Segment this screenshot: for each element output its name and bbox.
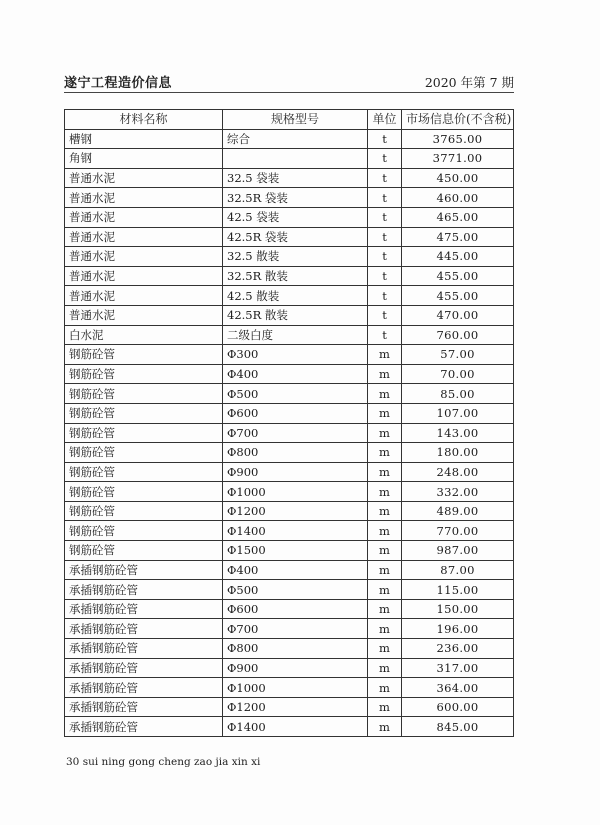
cell-material-name: 钢筋砼管 [65, 482, 223, 502]
table-row [65, 462, 514, 482]
cell-spec: Φ1400 [223, 717, 368, 737]
cell-price: 57.00 [402, 345, 514, 365]
cell-material-name: 普通水泥 [65, 207, 223, 227]
cell-spec: Φ900 [223, 462, 368, 482]
cell-price: 3765.00 [402, 129, 514, 149]
table-row [65, 619, 514, 639]
cell-price: 600.00 [402, 697, 514, 717]
table-row [65, 384, 514, 404]
table-row [65, 560, 514, 580]
cell-price: 770.00 [402, 521, 514, 541]
table-row [65, 501, 514, 521]
cell-material-name: 普通水泥 [65, 168, 223, 188]
cell-price: 332.00 [402, 482, 514, 502]
table-row [65, 639, 514, 659]
cell-spec [223, 149, 368, 169]
cell-material-name: 钢筋砼管 [65, 423, 223, 443]
cell-price: 115.00 [402, 580, 514, 600]
table-row [65, 717, 514, 737]
cell-price: 248.00 [402, 462, 514, 482]
cell-spec: Φ600 [223, 403, 368, 423]
cell-price: 987.00 [402, 541, 514, 561]
table-row [65, 678, 514, 698]
cell-price: 845.00 [402, 717, 514, 737]
column-header-material-name: 材料名称 [65, 110, 223, 130]
cell-material-name: 普通水泥 [65, 188, 223, 208]
cell-price: 70.00 [402, 364, 514, 384]
cell-material-name: 承插钢筋砼管 [65, 697, 223, 717]
cell-material-name: 钢筋砼管 [65, 501, 223, 521]
cell-spec: Φ800 [223, 443, 368, 463]
cell-spec: Φ600 [223, 599, 368, 619]
cell-spec: Φ800 [223, 639, 368, 659]
table-row [65, 149, 514, 169]
cell-unit: m [368, 482, 402, 502]
table-row [65, 443, 514, 463]
table-row [65, 325, 514, 345]
table-row [65, 207, 514, 227]
cell-price: 3771.00 [402, 149, 514, 169]
cell-spec: Φ300 [223, 345, 368, 365]
cell-unit: t [368, 207, 402, 227]
cell-price: 196.00 [402, 619, 514, 639]
cell-spec: 32.5R 袋装 [223, 188, 368, 208]
cell-spec: Φ700 [223, 619, 368, 639]
cell-material-name: 普通水泥 [65, 247, 223, 267]
cell-spec: 42.5 散装 [223, 286, 368, 306]
cell-material-name: 钢筋砼管 [65, 364, 223, 384]
table-row [65, 168, 514, 188]
cell-unit: t [368, 325, 402, 345]
cell-unit: m [368, 619, 402, 639]
table-row [65, 697, 514, 717]
cell-material-name: 承插钢筋砼管 [65, 619, 223, 639]
cell-price: 470.00 [402, 305, 514, 325]
column-header-unit: 单位 [368, 110, 402, 130]
table-row [65, 188, 514, 208]
cell-material-name: 普通水泥 [65, 266, 223, 286]
cell-material-name: 普通水泥 [65, 227, 223, 247]
cell-spec: Φ500 [223, 580, 368, 600]
cell-unit: t [368, 168, 402, 188]
cell-material-name: 承插钢筋砼管 [65, 658, 223, 678]
cell-price: 87.00 [402, 560, 514, 580]
cell-price: 450.00 [402, 168, 514, 188]
cell-unit: m [368, 501, 402, 521]
cell-material-name: 承插钢筋砼管 [65, 580, 223, 600]
cell-spec: Φ1000 [223, 482, 368, 502]
table-row [65, 658, 514, 678]
cell-price: 107.00 [402, 403, 514, 423]
cell-material-name: 承插钢筋砼管 [65, 560, 223, 580]
cell-material-name: 钢筋砼管 [65, 521, 223, 541]
table-row [65, 286, 514, 306]
table-row [65, 305, 514, 325]
table-row [65, 364, 514, 384]
cell-unit: t [368, 247, 402, 267]
header-divider [64, 92, 514, 93]
cell-spec: Φ1200 [223, 501, 368, 521]
page-header [64, 70, 514, 92]
column-header-spec: 规格型号 [223, 110, 368, 130]
table-row [65, 423, 514, 443]
publication-title: 遂宁工程造价信息 [64, 76, 173, 91]
cell-price: 445.00 [402, 247, 514, 267]
cell-price: 455.00 [402, 286, 514, 306]
cell-spec: 42.5R 散装 [223, 305, 368, 325]
cell-price: 150.00 [402, 599, 514, 619]
cell-spec: Φ900 [223, 658, 368, 678]
cell-material-name: 承插钢筋砼管 [65, 678, 223, 698]
cell-unit: m [368, 560, 402, 580]
table-row [65, 227, 514, 247]
cell-material-name: 普通水泥 [65, 286, 223, 306]
column-header-price: 市场信息价(不含税) [402, 110, 514, 130]
cell-spec: Φ500 [223, 384, 368, 404]
cell-unit: m [368, 639, 402, 659]
cell-material-name: 白水泥 [65, 325, 223, 345]
cell-spec: Φ1000 [223, 678, 368, 698]
price-table [64, 109, 514, 737]
cell-spec: 42.5 袋装 [223, 207, 368, 227]
cell-price: 180.00 [402, 443, 514, 463]
cell-spec: Φ1200 [223, 697, 368, 717]
cell-material-name: 钢筋砼管 [65, 462, 223, 482]
cell-unit: m [368, 541, 402, 561]
table-row [65, 599, 514, 619]
cell-price: 465.00 [402, 207, 514, 227]
cell-material-name: 承插钢筋砼管 [65, 639, 223, 659]
cell-price: 317.00 [402, 658, 514, 678]
cell-unit: t [368, 129, 402, 149]
cell-unit: m [368, 462, 402, 482]
cell-spec: 二级白度 [223, 325, 368, 345]
cell-unit: t [368, 305, 402, 325]
cell-material-name: 槽钢 [65, 129, 223, 149]
cell-spec: Φ400 [223, 364, 368, 384]
cell-price: 143.00 [402, 423, 514, 443]
cell-price: 475.00 [402, 227, 514, 247]
cell-material-name: 承插钢筋砼管 [65, 599, 223, 619]
cell-price: 236.00 [402, 639, 514, 659]
cell-price: 460.00 [402, 188, 514, 208]
cell-price: 760.00 [402, 325, 514, 345]
table-row [65, 247, 514, 267]
cell-spec: 综合 [223, 129, 368, 149]
cell-unit: m [368, 423, 402, 443]
cell-material-name: 承插钢筋砼管 [65, 717, 223, 737]
cell-spec: Φ400 [223, 560, 368, 580]
issue-number: 2020 年第 7 期 [424, 75, 514, 90]
cell-spec: 32.5 散装 [223, 247, 368, 267]
cell-price: 85.00 [402, 384, 514, 404]
cell-material-name: 钢筋砼管 [65, 403, 223, 423]
cell-spec: 42.5R 袋装 [223, 227, 368, 247]
cell-unit: m [368, 384, 402, 404]
cell-unit: t [368, 149, 402, 169]
cell-unit: m [368, 717, 402, 737]
table-body [65, 129, 514, 736]
table-row [65, 129, 514, 149]
cell-material-name: 角钢 [65, 149, 223, 169]
cell-spec: 32.5 袋装 [223, 168, 368, 188]
cell-unit: m [368, 345, 402, 365]
cell-price: 455.00 [402, 266, 514, 286]
cell-unit: m [368, 678, 402, 698]
cell-spec: Φ1400 [223, 521, 368, 541]
cell-material-name: 钢筋砼管 [65, 541, 223, 561]
page-footer: 30 sui ning gong cheng zao jia xin xi [66, 756, 261, 768]
cell-unit: m [368, 443, 402, 463]
table-row [65, 580, 514, 600]
cell-spec: Φ1500 [223, 541, 368, 561]
cell-unit: t [368, 188, 402, 208]
table-row [65, 541, 514, 561]
table-row [65, 266, 514, 286]
table-row [65, 521, 514, 541]
cell-unit: m [368, 364, 402, 384]
cell-price: 364.00 [402, 678, 514, 698]
table-row [65, 403, 514, 423]
cell-unit: m [368, 697, 402, 717]
cell-unit: m [368, 403, 402, 423]
cell-material-name: 普通水泥 [65, 305, 223, 325]
cell-spec: Φ700 [223, 423, 368, 443]
cell-unit: m [368, 599, 402, 619]
cell-price: 489.00 [402, 501, 514, 521]
table-row [65, 482, 514, 502]
table-header-row [65, 110, 514, 130]
cell-unit: m [368, 521, 402, 541]
table-row [65, 345, 514, 365]
cell-unit: t [368, 227, 402, 247]
cell-unit: t [368, 286, 402, 306]
cell-material-name: 钢筋砼管 [65, 443, 223, 463]
cell-material-name: 钢筋砼管 [65, 384, 223, 404]
cell-unit: t [368, 266, 402, 286]
cell-unit: m [368, 580, 402, 600]
cell-unit: m [368, 658, 402, 678]
cell-material-name: 钢筋砼管 [65, 345, 223, 365]
cell-spec: 32.5R 散装 [223, 266, 368, 286]
